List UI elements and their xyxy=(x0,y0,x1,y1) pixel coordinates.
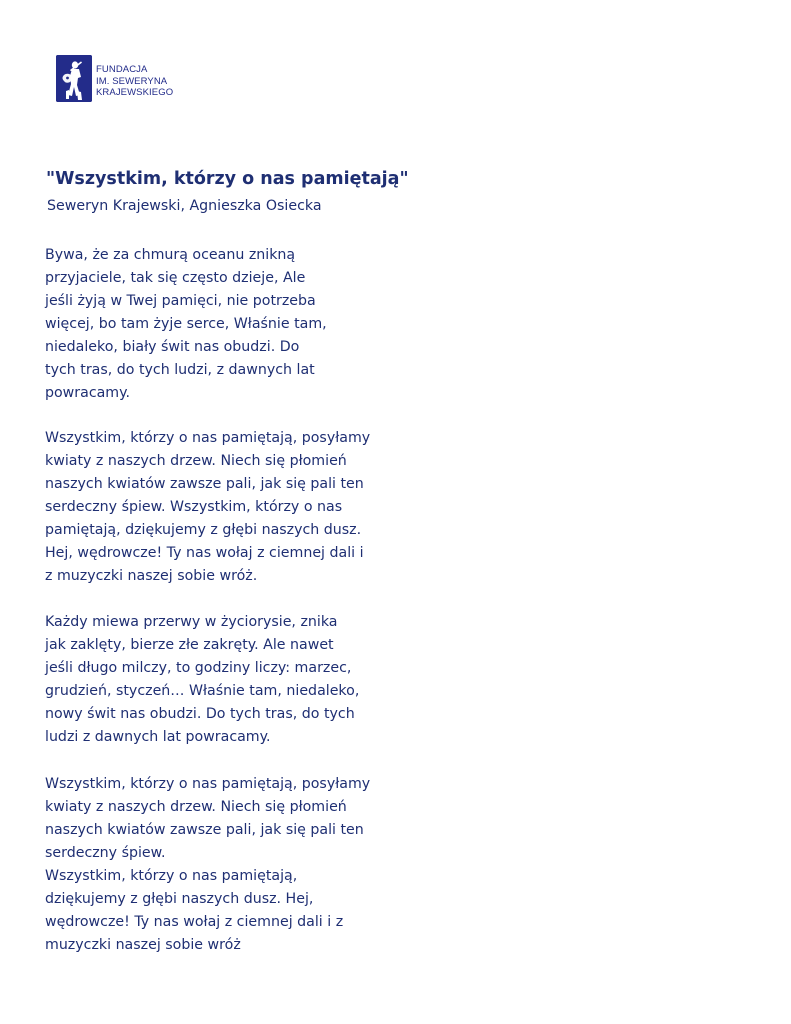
lyric-line: ludzi z dawnych lat powracamy. xyxy=(45,729,271,745)
lyric-line: Każdy miewa przerwy w życiorysie, znika xyxy=(45,614,338,630)
lyric-line: pamiętają, dziękujemy z głębi naszych dusz. xyxy=(45,522,362,538)
foundation-logo xyxy=(56,55,173,102)
lyric-line: Hej, wędrowcze! Ty nas wołaj z ciemnej dali i xyxy=(45,545,364,561)
lyric-line: Bywa, że za chmurą oceanu znikną xyxy=(45,247,296,263)
foundation-logo-icon xyxy=(56,55,92,102)
lyric-line: muzyczki naszej sobie wróż xyxy=(45,937,241,953)
lyric-line: Wszystkim, którzy o nas pamiętają, posyłamy xyxy=(45,776,371,792)
lyric-line: naszych kwiatów zawsze pali, jak się pali ten xyxy=(45,476,364,492)
stanza-1 xyxy=(45,244,327,405)
lyric-line: z muzyczki naszej sobie wróż. xyxy=(45,568,258,584)
lyric-line: Wszystkim, którzy o nas pamiętają, xyxy=(45,868,298,884)
lyric-line: serdeczny śpiew. xyxy=(45,845,166,861)
lyric-line: kwiaty z naszych drzew. Niech się płomień xyxy=(45,453,347,469)
foundation-name-line: IM. SEWERYNA xyxy=(96,75,168,87)
foundation-name-line: KRAJEWSKIEGO xyxy=(96,87,174,98)
lyric-line: grudzień, styczeń… Właśnie tam, niedaleko, xyxy=(45,683,360,699)
song-authors: Seweryn Krajewski, Agnieszka Osiecka xyxy=(47,198,322,214)
song-title: "Wszystkim, którzy o nas pamiętają" xyxy=(46,169,409,189)
lyric-line: serdeczny śpiew. Wszystkim, którzy o nas xyxy=(45,499,343,515)
lyric-line: dziękujemy z głębi naszych dusz. Hej, xyxy=(45,891,314,907)
lyric-line: tych tras, do tych ludzi, z dawnych lat xyxy=(45,362,315,378)
lyric-line: powracamy. xyxy=(45,385,131,401)
lyric-line: nowy świt nas obudzi. Do tych tras, do tych xyxy=(45,706,355,722)
lyric-line: przyjaciele, tak się często dzieje, Ale xyxy=(45,270,306,286)
stanza-2 xyxy=(45,427,370,588)
lyric-line: naszych kwiatów zawsze pali, jak się pali ten xyxy=(45,822,364,838)
foundation-name xyxy=(96,64,173,99)
stanza-3 xyxy=(45,611,359,749)
lyric-line: niedaleko, biały świt nas obudzi. Do xyxy=(45,339,300,355)
stanza-4 xyxy=(45,773,370,957)
lyric-line: jeśli długo milczy, to godziny liczy: marzec, xyxy=(45,660,352,676)
lyric-line: wędrowcze! Ty nas wołaj z ciemnej dali i z xyxy=(45,914,344,930)
lyric-line: jeśli żyją w Twej pamięci, nie potrzeba xyxy=(45,293,316,309)
lyric-line: jak zaklęty, bierze złe zakręty. Ale nawet xyxy=(45,637,334,653)
foundation-name-line: FUNDACJA xyxy=(96,64,148,75)
lyric-line: Wszystkim, którzy o nas pamiętają, posyłamy xyxy=(45,430,371,446)
lyric-line: więcej, bo tam żyje serce, Właśnie tam, xyxy=(45,316,327,332)
lyric-line: kwiaty z naszych drzew. Niech się płomień xyxy=(45,799,347,815)
